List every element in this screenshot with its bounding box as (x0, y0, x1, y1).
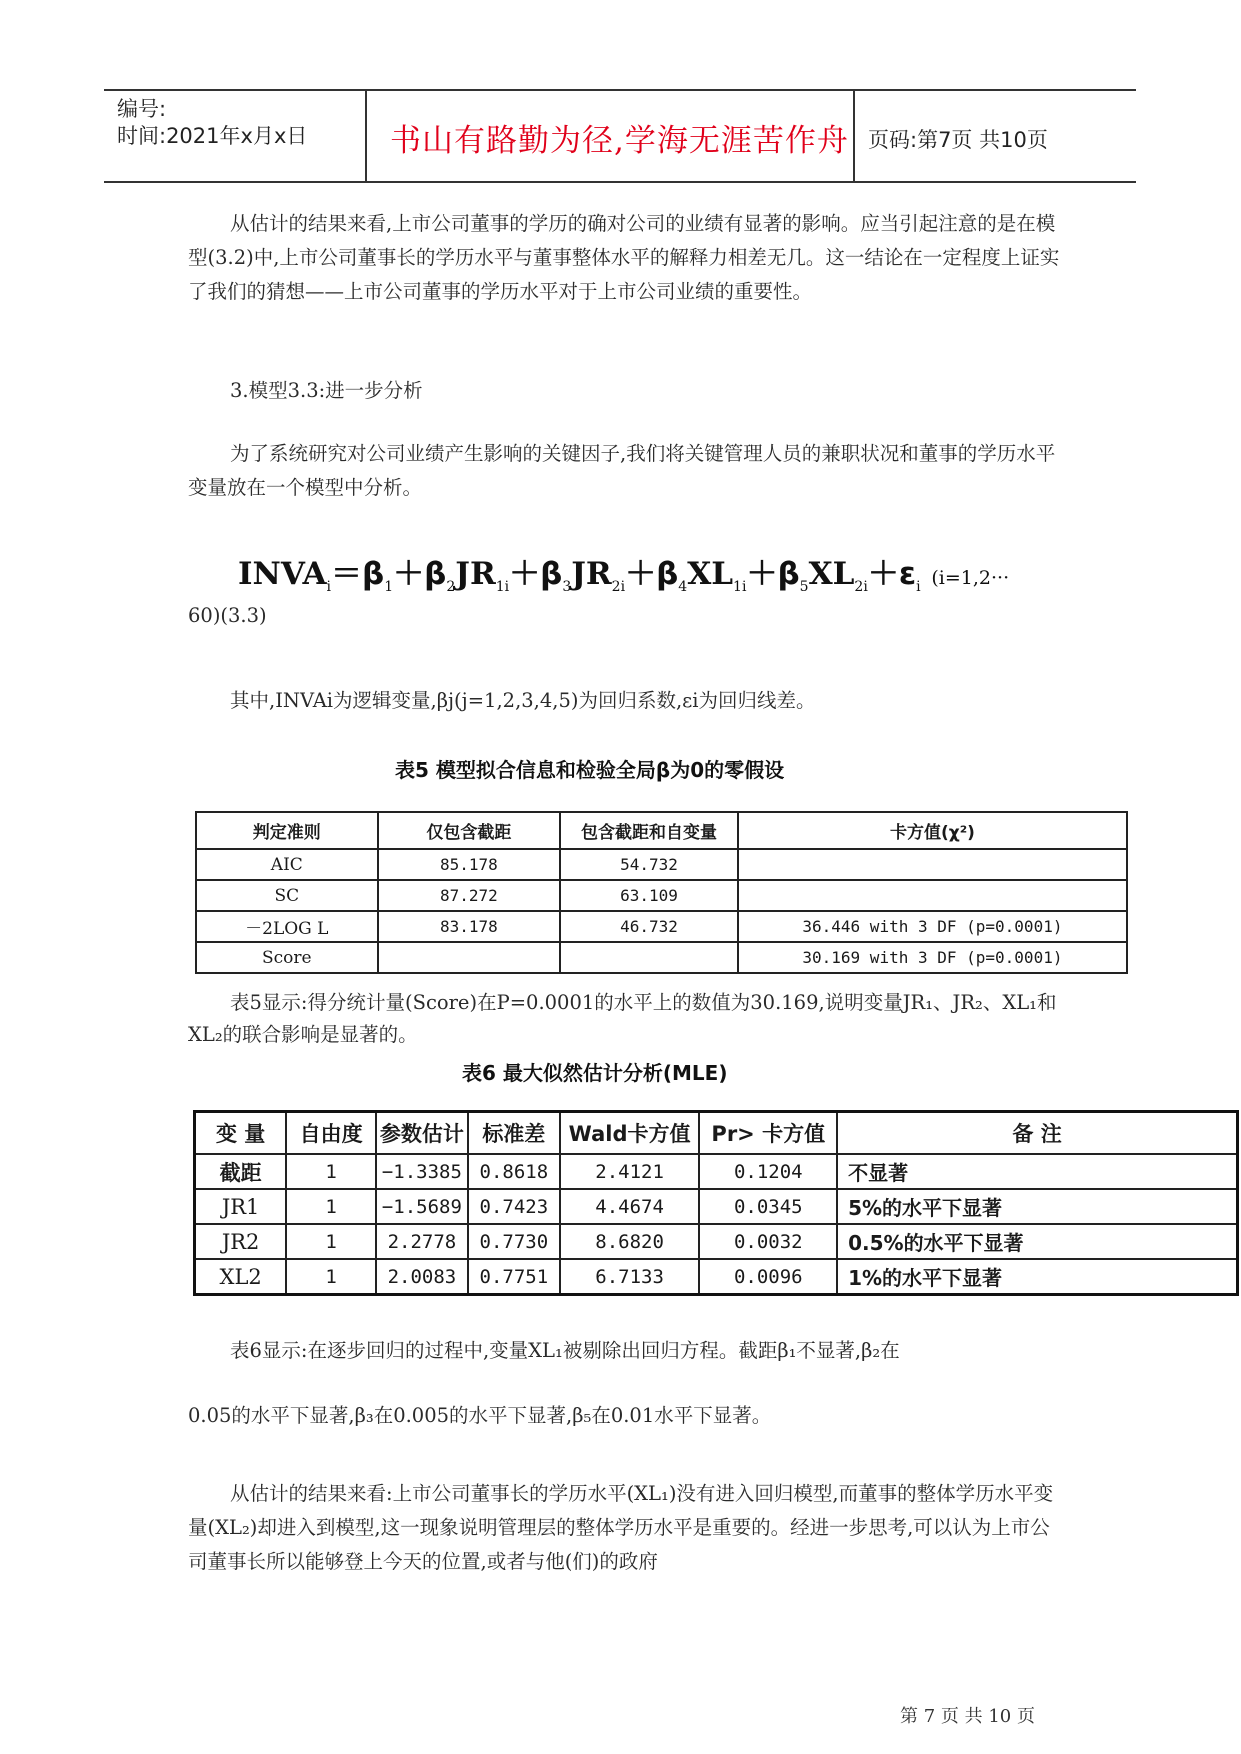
table6-cell: 1%的水平下显著 (837, 1259, 1237, 1295)
table5-cell: －2LOG L (196, 911, 378, 942)
paragraph-2 (188, 437, 1068, 505)
table5-cell (378, 942, 561, 973)
table6-note-line1-text: 表6显示:在逐步回归的过程中,变量XL₁被剔除出回归方程。截距β₁不显著,β₂在 (230, 1339, 900, 1362)
header-divider-right (853, 89, 855, 183)
table5-cell: 54.732 (560, 849, 738, 880)
table5-cell (560, 942, 738, 973)
table6-note-line2-text: 0.05的水平下显著,β₃在0.005的水平下显著,β₅在0.01水平下显著。 (188, 1404, 772, 1427)
table6-cell: 2.0083 (376, 1259, 468, 1295)
table5-header-cell: 仅包含截距 (378, 812, 561, 849)
table6-header-cell: Wald卡方值 (560, 1112, 700, 1155)
table-row (196, 911, 1127, 942)
table5 (195, 811, 1128, 974)
table6-cell: −1.3385 (376, 1154, 468, 1189)
table6-caption: 表6 最大似然估计分析(MLE) (462, 1061, 728, 1085)
section-heading (188, 374, 1068, 408)
paragraph-1 (188, 207, 1068, 309)
table6-cell: 截距 (195, 1154, 287, 1189)
table5-cell: 30.169 with 3 DF (p=0.0001) (738, 942, 1127, 973)
table6-cell: 0.1204 (699, 1154, 837, 1189)
table-row (195, 1259, 1238, 1295)
table6-cell: JR1 (195, 1189, 287, 1224)
header-divider-left (365, 89, 367, 183)
table6-cell: −1.5689 (376, 1189, 468, 1224)
table6-cell: 4.4674 (560, 1189, 700, 1224)
paragraph-2-text: 为了系统研究对公司业绩产生影响的关键因子,我们将关键管理人员的兼职状况和董事的学历水平变量放在一个模型中分析。 (188, 442, 1056, 499)
header-time-label: 时间:2021年x月x日 (117, 124, 308, 148)
table5-caption: 表5 模型拟合信息和检验全局β为0的零假设 (395, 758, 785, 782)
table5-cell: 46.732 (560, 911, 738, 942)
table6-cell: 2.4121 (560, 1154, 700, 1189)
table6-cell: 1 (286, 1224, 376, 1259)
table6-cell: 0.7730 (468, 1224, 560, 1259)
table5-cell: 36.446 with 3 DF (p=0.0001) (738, 911, 1127, 942)
table-row (195, 1154, 1238, 1189)
table6-cell: 6.7133 (560, 1259, 700, 1295)
table5-cell: 85.178 (378, 849, 561, 880)
table5-cell: 63.109 (560, 880, 738, 911)
table6-cell: XL2 (195, 1259, 287, 1295)
paragraph-3-text: 其中,INVAi为逻辑变量,βj(j=1,2,3,4,5)为回归系数,εi为回归线差。 (230, 689, 816, 712)
closing-paragraph (188, 1477, 1068, 1579)
table5-cell (738, 849, 1127, 880)
header-motto: 书山有路勤为径,学海无涯苦作舟 (390, 123, 849, 159)
table5-cell: AIC (196, 849, 378, 880)
table5-cell (738, 880, 1127, 911)
table5-cell: Score (196, 942, 378, 973)
table5-header-cell: 包含截距和自变量 (560, 812, 738, 849)
header-page-label: 页码:第7页 共10页 (868, 128, 1048, 152)
table6-header-cell: 备 注 (837, 1112, 1237, 1155)
table6-cell: 0.8618 (468, 1154, 560, 1189)
table5-note (188, 987, 1068, 1051)
formula-index-range: (i=1,2··· (931, 567, 1010, 589)
table5-header-cell: 卡方值(χ²) (738, 812, 1127, 849)
table6-header-row (195, 1112, 1238, 1155)
table6-cell: 1 (286, 1189, 376, 1224)
table6-cell: 0.7751 (468, 1259, 560, 1295)
table6-note-line1 (188, 1334, 1068, 1368)
page-footer: 第 7 页 共 10 页 (900, 1706, 1035, 1727)
table6-cell: JR2 (195, 1224, 287, 1259)
table6-cell: 8.6820 (560, 1224, 700, 1259)
table6-header-cell: 参数估计 (376, 1112, 468, 1155)
table-row (195, 1189, 1238, 1224)
closing-paragraph-text: 从估计的结果来看:上市公司董事长的学历水平(XL₁)没有进入回归模型,而董事的整体学历水平变量(XL₂)却进入到模型,这一现象说明管理层的整体学历水平是重要的。经进一步思考,可以认为上市公司董事长所以能够登上今天的位置,或者与他(们)的政府 (188, 1482, 1054, 1573)
header-bottom-rule (104, 181, 1136, 183)
table6-cell: 1 (286, 1154, 376, 1189)
table-row (196, 849, 1127, 880)
table6-cell: 5%的水平下显著 (837, 1189, 1237, 1224)
formula-number: 60)(3.3) (188, 604, 267, 627)
header-top-rule (104, 89, 1136, 91)
table6-header-cell: 自由度 (286, 1112, 376, 1155)
section-heading-text: 3.模型3.3:进一步分析 (230, 379, 423, 402)
table6-header-cell: 标准差 (468, 1112, 560, 1155)
table5-cell: 83.178 (378, 911, 561, 942)
table6-cell: 0.5%的水平下显著 (837, 1224, 1237, 1259)
header-number-label: 编号: (117, 97, 167, 121)
table5-cell: 87.272 (378, 880, 561, 911)
table5-header-cell: 判定准则 (196, 812, 378, 849)
table6-note-line2 (188, 1399, 1068, 1433)
table6-cell: 0.7423 (468, 1189, 560, 1224)
table5-header-row (196, 812, 1127, 849)
table6-cell: 0.0032 (699, 1224, 837, 1259)
table6-header-cell: Pr> 卡方值 (699, 1112, 837, 1155)
table-row (196, 880, 1127, 911)
table6-cell: 不显著 (837, 1154, 1237, 1189)
table6-cell: 0.0345 (699, 1189, 837, 1224)
table-row (196, 942, 1127, 973)
table5-cell: SC (196, 880, 378, 911)
regression-formula: $INVA_i=\beta_1+\beta_2JR_{1i}+\beta_3JR_{2i}+\beta_4XL_{1i}+\beta_5XL_{2i}+\varepsilon_i$ (i=1,2··· (238, 556, 1010, 596)
table6-header-cell: 变 量 (195, 1112, 287, 1155)
table6-cell: 0.0096 (699, 1259, 837, 1295)
paragraph-3 (188, 684, 1068, 718)
table6 (193, 1110, 1239, 1296)
table6-cell: 1 (286, 1259, 376, 1295)
table6-cell: 2.2778 (376, 1224, 468, 1259)
table5-note-text: 表5显示:得分统计量(Score)在P=0.0001的水平上的数值为30.169,说明变量JR₁、JR₂、XL₁和XL₂的联合影响是显著的。 (188, 991, 1057, 1046)
paragraph-1-text: 从估计的结果来看,上市公司董事的学历的确对公司的业绩有显著的影响。应当引起注意的是在模型(3.2)中,上市公司董事长的学历水平与董事整体水平的解释力相差无几。这一结论在一定程度上证实了我们的猜想——上市公司董事的学历水平对于上市公司业绩的重要性。 (188, 212, 1060, 303)
table-row (195, 1224, 1238, 1259)
